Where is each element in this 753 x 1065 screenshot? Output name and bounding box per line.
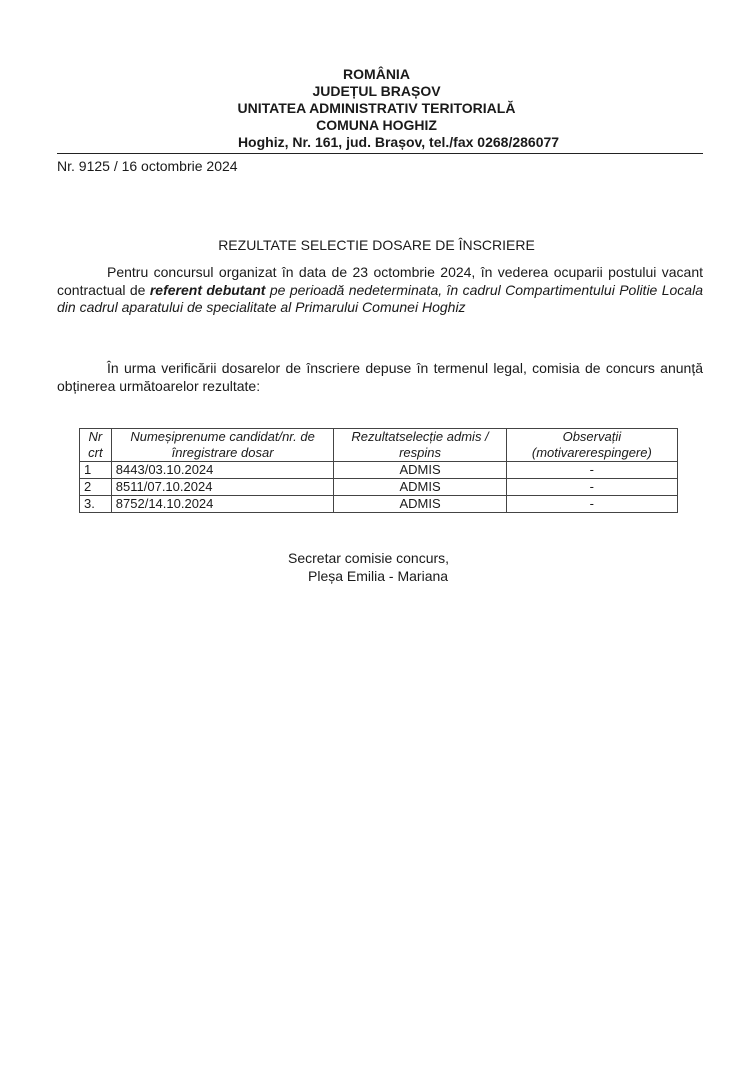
table-row (80, 479, 678, 496)
header-notes: Observații (motivarerespingere) (506, 429, 677, 462)
header-county: JUDEȚUL BRAȘOV (312, 83, 441, 99)
document-header (0, 66, 753, 151)
results-table (79, 428, 678, 513)
intro-paragraph (57, 264, 703, 317)
cell-notes: - (506, 496, 677, 513)
cell-candidate: 8443/03.10.2024 (111, 462, 334, 479)
header-candidate: Numeșiprenume candidat/nr. de înregistrare dosar (111, 429, 334, 462)
header-commune: COMUNA HOGHIZ (316, 117, 437, 133)
cell-nr: 2 (80, 479, 112, 496)
header-result: Rezultatselecție admis / respins (334, 429, 506, 462)
cell-result: ADMIS (334, 462, 506, 479)
cell-result: ADMIS (334, 479, 506, 496)
position-title: referent debutant (149, 281, 266, 298)
document-title: REZULTATE SELECTIE DOSARE DE ÎNSCRIERE (218, 237, 535, 253)
header-nr: Nr crt (80, 429, 112, 462)
header-divider (57, 153, 703, 154)
signature-name: Pleșa Emilia - Mariana (308, 567, 449, 584)
signature-role: Secretar comisie concurs, (288, 550, 450, 566)
cell-nr: 3. (80, 496, 112, 513)
table-header-row (80, 429, 678, 462)
table-row (80, 496, 678, 513)
header-address: Hoghiz, Nr. 161, jud. Brașov, tel./fax 0268/286077 (237, 134, 560, 150)
cell-notes: - (506, 462, 677, 479)
cell-candidate: 8511/07.10.2024 (111, 479, 334, 496)
header-unit: UNITATEA ADMINISTRATIV TERITORIALĂ (237, 100, 516, 116)
results-intro-paragraph: În urma verificării dosarelor de înscriere depuse în termenul legal, comisia de concurs anunță obținerea următoarelor rezultate: (57, 360, 703, 394)
header-country: ROMÂNIA (343, 66, 410, 82)
intro-text-part1: Pentru concursul organizat în data de 23 octombrie 2024, în vederea ocuparii postului vacant contractual de (57, 264, 703, 298)
registration-number: Nr. 9125 / 16 octombrie 2024 (57, 158, 238, 174)
cell-result: ADMIS (334, 496, 506, 513)
intro-text-part2: pe perioadă nedeterminata, în cadrul Compartimentului Politie Locala din cadrul aparatului de specialitate al Primarului Comunei Hoghiz (57, 281, 703, 315)
cell-candidate: 8752/14.10.2024 (111, 496, 334, 513)
cell-nr: 1 (80, 462, 112, 479)
cell-notes: - (506, 479, 677, 496)
table-row (80, 462, 678, 479)
signature-block (288, 550, 449, 585)
